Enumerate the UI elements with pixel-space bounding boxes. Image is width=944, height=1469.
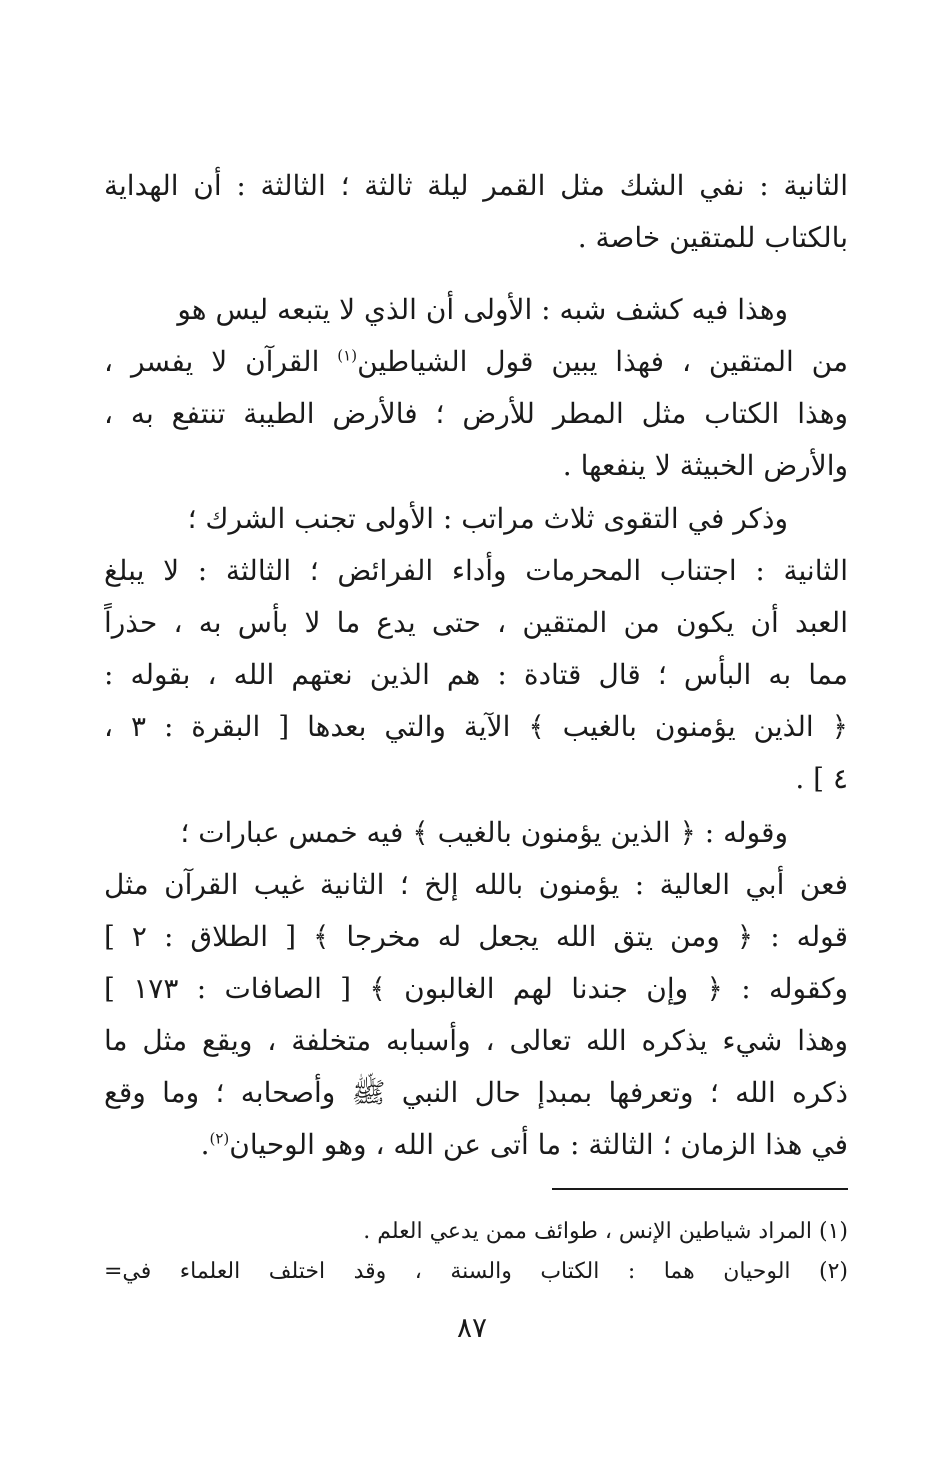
footnotes xyxy=(104,1212,848,1292)
text-line: ٤ ] . xyxy=(795,762,848,795)
text-line: وهذا فيه كشف شبه : الأولى أن الذي لا يتبعه ليس هو xyxy=(177,293,788,326)
footnote-2: (٢) الوحيان هما : الكتاب والسنة ، وقد اختلف العلماء في= xyxy=(104,1259,848,1284)
text-line: الثانية : نفي الشك مثل القمر ليلة ثالثة ؛ الثالثة : أن الهداية xyxy=(104,169,848,202)
text-line: بالكتاب للمتقين خاصة . xyxy=(577,221,848,254)
footnote-marker-1[interactable]: (١) xyxy=(337,346,358,365)
text-line: وقوله : ﴿ الذين يؤمنون بالغيب ﴾ فيه خمس عبارات ؛ xyxy=(180,816,788,849)
page-number: ٨٧ xyxy=(456,1311,488,1344)
text-line: ذكره الله ؛ وتعرفها بمبدإ حال النبي ﷺ وأصحابه ؛ وما وقع xyxy=(104,1076,848,1109)
text-line: وهذا شيء يذكره الله تعالى ، وأسبابه متخلفة ، ويقع مثل ما xyxy=(104,1024,848,1057)
text-line: والأرض الخبيثة لا ينفعها . xyxy=(562,449,848,482)
text-segment: . xyxy=(200,1128,210,1161)
paragraph-3 xyxy=(104,493,848,805)
text-line: فعن أبي العالية : يؤمنون بالله إلخ ؛ الثانية غيب القرآن مثل xyxy=(104,868,848,901)
text-line: الثانية : اجتناب المحرمات وأداء الفرائض ؛ الثالثة : لا يبلغ xyxy=(104,554,848,587)
text-line: وكقوله : ﴿ وإن جندنا لهم الغالبون ﴾ [ الصافات : ١٧٣ ] xyxy=(104,972,848,1005)
text-line: مما به البأس ؛ قال قتادة : هم الذين نعتهم الله ، بقوله : xyxy=(104,658,848,691)
footnote-marker-2[interactable]: (٢) xyxy=(209,1129,230,1148)
text-segment: من المتقين ، فهذا يبين قول الشياطين xyxy=(357,345,848,378)
footnote-divider xyxy=(552,1188,848,1190)
text-segment: القرآن لا يفسر ، xyxy=(104,345,320,378)
text-line xyxy=(104,1119,848,1171)
paragraph-4 xyxy=(104,807,848,1171)
text-line: وهذا الكتاب مثل المطر للأرض ؛ فالأرض الطيبة تنتفع به ، xyxy=(104,397,848,430)
text-line xyxy=(104,336,848,388)
paragraph-2 xyxy=(104,284,848,492)
paragraph-1 xyxy=(104,160,848,264)
text-line: ﴿ الذين يؤمنون بالغيب ﴾ الآية والتي بعدها [ البقرة : ٣ ، xyxy=(104,710,848,743)
text-line: قوله : ﴿ ومن يتق الله يجعل له مخرجا ﴾ [ الطلاق : ٢ ] xyxy=(104,920,848,953)
text-segment: في هذا الزمان ؛ الثالثة : ما أتى عن الله ، وهو الوحيان xyxy=(229,1128,848,1161)
footnote-1: (١) المراد شياطين الإنس ، طوائف ممن يدعي العلم . xyxy=(363,1219,848,1244)
text-line: وذكر في التقوى ثلاث مراتب : الأولى تجنب الشرك ؛ xyxy=(187,502,788,535)
text-line: العبد أن يكون من المتقين ، حتى يدع ما لا بأس به ، حذراً xyxy=(104,606,848,639)
